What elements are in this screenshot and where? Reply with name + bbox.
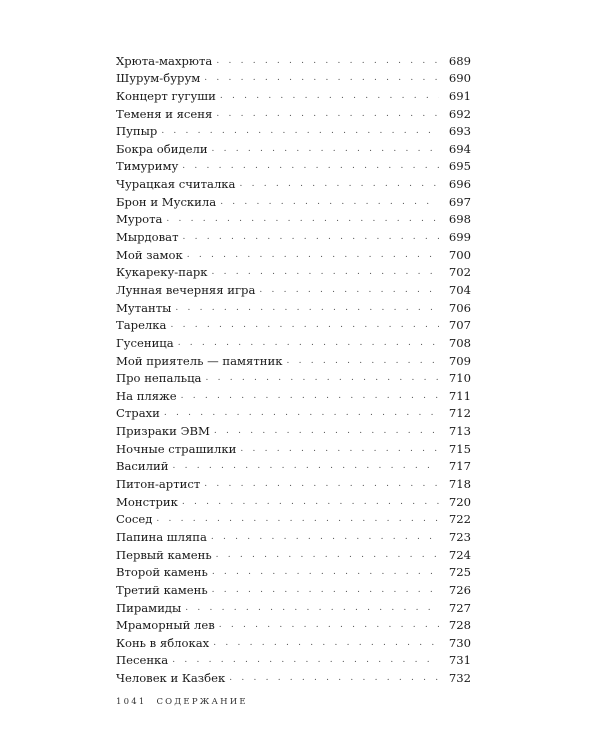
toc-entry xyxy=(116,244,471,262)
toc-entry-page: 704 xyxy=(448,282,471,297)
toc-leader-dots xyxy=(172,653,439,667)
toc-entry-page: 715 xyxy=(448,441,471,456)
toc-entry-title: Мырдоват xyxy=(116,230,179,245)
toc-leader-dots xyxy=(259,283,439,297)
toc-entry-page: 730 xyxy=(448,635,471,650)
toc-leader-dots xyxy=(205,371,439,385)
toc-entry-title: На пляже xyxy=(116,388,177,403)
toc-entry-title: Песенка xyxy=(116,653,169,668)
toc-entry-page: 724 xyxy=(448,547,471,562)
toc-leader-dots xyxy=(220,195,439,209)
toc-entry-title: Страхи xyxy=(116,406,160,421)
toc-entry-page: 694 xyxy=(448,141,471,156)
toc-entry-page: 732 xyxy=(448,671,471,686)
toc-leader-dots xyxy=(161,124,439,138)
toc-leader-dots xyxy=(187,248,439,262)
toc-entry xyxy=(116,491,471,509)
toc-entry-title: Тимуриму xyxy=(116,159,179,174)
toc-entry-title: Третий камень xyxy=(116,582,208,597)
toc-leader-dots xyxy=(175,301,439,315)
toc-leader-dots xyxy=(212,265,439,279)
toc-entry-title: Ночные страшилки xyxy=(116,441,237,456)
toc-leader-dots xyxy=(212,565,439,579)
toc-entry xyxy=(116,191,471,209)
toc-entry xyxy=(116,579,471,597)
toc-entry-page: 731 xyxy=(448,653,471,668)
toc-leader-dots xyxy=(204,71,439,85)
toc-entry-page: 693 xyxy=(448,124,471,139)
toc-entry-page: 717 xyxy=(448,459,471,474)
toc-entry xyxy=(116,632,471,650)
toc-entry-title: Концерт гугуши xyxy=(116,88,216,103)
toc-leader-dots xyxy=(213,636,439,650)
toc-entry xyxy=(116,103,471,121)
toc-entry-title: Мраморный лев xyxy=(116,618,215,633)
toc-entry-title: Теменя и ясеня xyxy=(116,106,213,121)
toc-entry-page: 720 xyxy=(448,494,471,509)
toc-entry-page: 691 xyxy=(448,88,471,103)
toc-entry-title: Монстрик xyxy=(116,494,178,509)
toc-leader-dots xyxy=(156,512,439,526)
toc-entry-title: Гусеница xyxy=(116,335,174,350)
toc-entry xyxy=(116,597,471,615)
toc-entry-title: Бокра обидели xyxy=(116,141,208,156)
toc-entry-page: 710 xyxy=(448,371,471,386)
toc-entry xyxy=(116,350,471,368)
toc-entry-title: Василий xyxy=(116,459,169,474)
page-footer xyxy=(116,697,248,707)
toc-entry xyxy=(116,420,471,438)
toc-entry-page: 697 xyxy=(448,194,471,209)
toc-leader-dots xyxy=(216,548,439,562)
page-number: 1041 xyxy=(116,697,147,707)
toc-entry xyxy=(116,68,471,86)
toc-entry-page: 718 xyxy=(448,477,471,492)
toc-entry-title: Мой приятель — памятник xyxy=(116,353,283,368)
toc-leader-dots xyxy=(204,477,439,491)
toc-entry-page: 707 xyxy=(448,318,471,333)
toc-entry xyxy=(116,615,471,633)
toc-entry xyxy=(116,650,471,668)
toc-entry-page: 723 xyxy=(448,529,471,544)
toc-leader-dots xyxy=(286,354,439,368)
toc-entry-title: Пирамиды xyxy=(116,600,182,615)
toc-entry xyxy=(116,473,471,491)
toc-entry xyxy=(116,562,471,580)
toc-entry-title: Пупыр xyxy=(116,124,158,139)
toc-entry xyxy=(116,262,471,280)
toc-entry-title: Первый камень xyxy=(116,547,212,562)
toc-entry xyxy=(116,85,471,103)
toc-entry xyxy=(116,156,471,174)
toc-leader-dots xyxy=(214,424,439,438)
toc-entry-title: Кукареку-парк xyxy=(116,265,208,280)
toc-entry-page: 713 xyxy=(448,424,471,439)
toc-leader-dots xyxy=(166,212,439,226)
toc-entry-page: 706 xyxy=(448,300,471,315)
toc-entry xyxy=(116,403,471,421)
toc-entry xyxy=(116,279,471,297)
toc-leader-dots xyxy=(216,54,439,68)
toc-leader-dots xyxy=(239,177,439,191)
toc-entry-title: Мурота xyxy=(116,212,163,227)
toc-leader-dots xyxy=(170,318,439,332)
toc-entry-page: 712 xyxy=(448,406,471,421)
toc-leader-dots xyxy=(182,159,439,173)
toc-entry-page: 711 xyxy=(448,388,471,403)
toc-entry xyxy=(116,315,471,333)
toc-entry xyxy=(116,509,471,527)
toc-entry-page: 689 xyxy=(448,53,471,68)
toc-entry-title: Второй камень xyxy=(116,565,208,580)
toc-entry xyxy=(116,209,471,227)
toc-entry xyxy=(116,667,471,685)
toc-entry-title: Брон и Мускила xyxy=(116,194,217,209)
toc-entry-title: Конь в яблоках xyxy=(116,635,210,650)
toc-entry-page: 690 xyxy=(448,71,471,86)
toc-leader-dots xyxy=(185,601,439,615)
toc-entry-page: 702 xyxy=(448,265,471,280)
toc-leader-dots xyxy=(178,336,439,350)
toc-entry-page: 709 xyxy=(448,353,471,368)
toc-leader-dots xyxy=(164,406,439,420)
toc-entry-page: 728 xyxy=(448,618,471,633)
toc-entry-title: Тарелка xyxy=(116,318,167,333)
toc-entry-title: Про непальца xyxy=(116,371,202,386)
toc-entry xyxy=(116,173,471,191)
toc-entry xyxy=(116,456,471,474)
toc-entry-page: 727 xyxy=(448,600,471,615)
toc-entry-page: 699 xyxy=(448,230,471,245)
toc-leader-dots xyxy=(212,583,439,597)
toc-leader-dots xyxy=(212,142,439,156)
toc-leader-dots xyxy=(219,618,439,632)
toc-entry-page: 696 xyxy=(448,177,471,192)
toc-entry xyxy=(116,544,471,562)
toc-entry-title: Чурацкая считалка xyxy=(116,177,236,192)
toc-entry xyxy=(116,385,471,403)
toc-leader-dots xyxy=(181,389,439,403)
toc-entry-title: Сосед xyxy=(116,512,153,527)
toc-entry-title: Шурум-бурум xyxy=(116,71,201,86)
toc-leader-dots xyxy=(182,495,439,509)
toc-entry-page: 725 xyxy=(448,565,471,580)
toc-leader-dots xyxy=(216,107,439,121)
toc-leader-dots xyxy=(183,230,440,244)
toc-entry-page: 698 xyxy=(448,212,471,227)
toc-leader-dots xyxy=(211,530,439,544)
toc-entry xyxy=(116,50,471,68)
running-header-section: СОДЕРЖАНИЕ xyxy=(156,697,248,707)
toc-entry-title: Папина шляпа xyxy=(116,529,207,544)
toc-leader-dots xyxy=(172,459,439,473)
toc-entry xyxy=(116,138,471,156)
toc-entry xyxy=(116,368,471,386)
toc-entry xyxy=(116,526,471,544)
toc-entry-page: 692 xyxy=(448,106,471,121)
toc-leader-dots xyxy=(229,671,439,685)
toc-entry-title: Мутанты xyxy=(116,300,172,315)
toc-entry-page: 726 xyxy=(448,582,471,597)
toc-entry-title: Питон-артист xyxy=(116,477,201,492)
toc-entry-title: Лунная вечерняя игра xyxy=(116,282,256,297)
toc-entry-title: Человек и Казбек xyxy=(116,671,226,686)
table-of-contents xyxy=(116,50,471,685)
toc-entry-title: Мой замок xyxy=(116,247,183,262)
toc-entry xyxy=(116,121,471,139)
toc-entry-page: 708 xyxy=(448,335,471,350)
toc-entry-page: 695 xyxy=(448,159,471,174)
toc-entry xyxy=(116,438,471,456)
toc-entry-page: 722 xyxy=(448,512,471,527)
toc-entry xyxy=(116,226,471,244)
toc-entry-page: 700 xyxy=(448,247,471,262)
toc-entry xyxy=(116,297,471,315)
toc-entry-title: Призраки ЭВМ xyxy=(116,424,210,439)
toc-entry-title: Хрюта-махрюта xyxy=(116,53,213,68)
toc-leader-dots xyxy=(220,89,439,103)
toc-leader-dots xyxy=(240,442,439,456)
toc-entry xyxy=(116,332,471,350)
